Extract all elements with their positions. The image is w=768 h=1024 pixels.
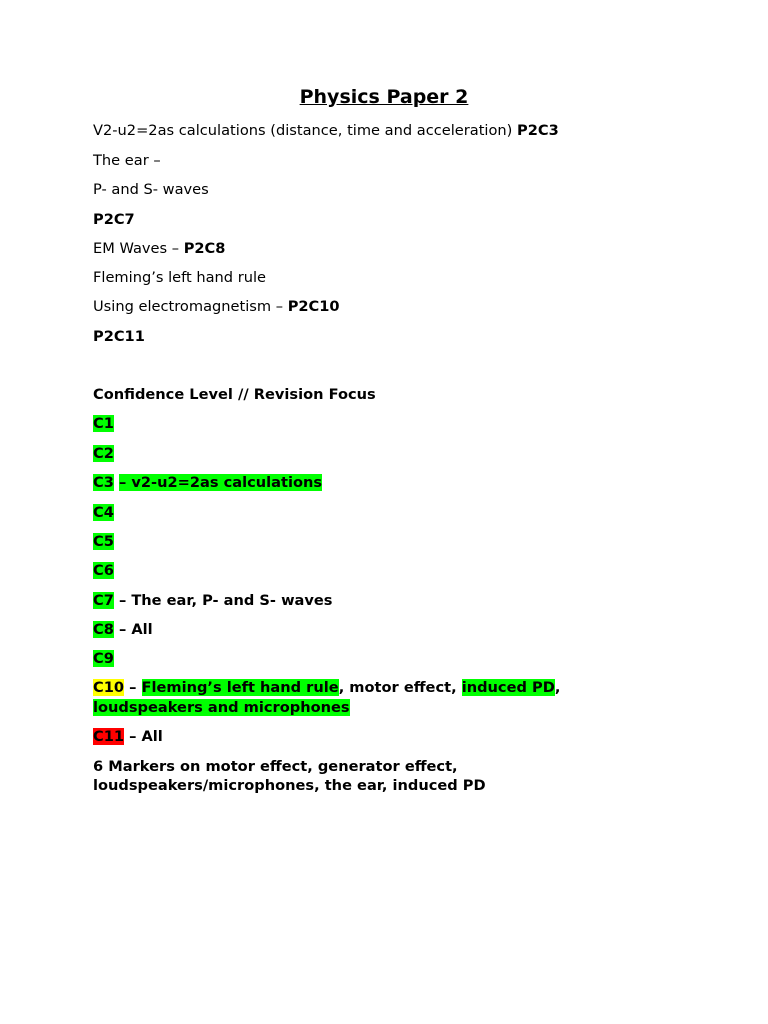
confidence-c8 <box>93 620 153 640</box>
page-title: Physics Paper 2 <box>299 86 469 108</box>
c10-fleming: Fleming’s left hand rule <box>141 679 339 696</box>
confidence-c10-continued <box>93 698 350 718</box>
intro-text: P- and S- waves <box>93 181 209 198</box>
c8-label: C8 <box>93 621 114 638</box>
confidence-c9 <box>93 649 114 669</box>
confidence-c6 <box>93 561 114 581</box>
c7-note: – The ear, P- and S- waves <box>113 592 333 609</box>
confidence-c3 <box>93 473 322 493</box>
c11-label: C11 <box>93 728 125 745</box>
c7-label: C7 <box>93 592 114 609</box>
intro-line-2 <box>93 151 161 171</box>
intro-code: P2C7 <box>93 211 135 228</box>
confidence-c7 <box>93 591 333 611</box>
c10-induced: induced PD <box>461 679 555 696</box>
intro-code: P2C8 <box>183 240 226 257</box>
confidence-c2 <box>93 444 114 464</box>
c3-label: C3 <box>93 474 114 491</box>
intro-line-1 <box>93 121 559 141</box>
intro-text: EM Waves – <box>93 240 184 257</box>
c10-dash: – <box>124 679 142 696</box>
intro-line-6 <box>93 268 266 288</box>
confidence-c4 <box>93 503 114 523</box>
intro-code: P2C11 <box>93 328 145 345</box>
c5-label: C5 <box>93 533 114 550</box>
c11-note: – All <box>124 728 163 745</box>
c6-label: C6 <box>93 562 114 579</box>
intro-text: Using electromagnetism – <box>93 298 288 315</box>
c10-label: C10 <box>93 679 125 696</box>
intro-text: The ear – <box>93 152 161 169</box>
c2-label: C2 <box>93 445 114 462</box>
markers-line-2: loudspeakers/microphones, the ear, induced PD <box>93 777 486 794</box>
confidence-c10 <box>93 678 560 698</box>
c10-loudspeakers: loudspeakers and microphones <box>93 699 350 716</box>
intro-text: Fleming’s left hand rule <box>93 269 266 286</box>
confidence-c11 <box>93 727 163 747</box>
intro-code: P2C3 <box>517 122 559 139</box>
confidence-c1 <box>93 414 114 434</box>
c10-motor: , motor effect, <box>338 679 462 696</box>
confidence-c5 <box>93 532 114 552</box>
c8-note: – All <box>113 621 153 638</box>
c10-comma: , <box>554 679 561 696</box>
intro-line-4 <box>93 210 135 230</box>
confidence-heading: Confidence Level // Revision Focus <box>93 386 376 403</box>
markers-line-1: 6 Markers on motor effect, generator effect, <box>93 758 458 775</box>
intro-line-8 <box>93 327 145 347</box>
intro-line-7 <box>93 297 340 317</box>
c3-note: – v2-u2=2as calculations <box>118 474 323 491</box>
intro-code: P2C10 <box>287 298 340 315</box>
c9-label: C9 <box>93 650 114 667</box>
c4-label: C4 <box>93 504 114 521</box>
intro-line-5 <box>93 239 225 259</box>
intro-text: V2-u2=2as calculations (distance, time and acceleration) <box>93 122 518 139</box>
intro-line-3 <box>93 180 209 200</box>
c1-label: C1 <box>93 415 114 432</box>
